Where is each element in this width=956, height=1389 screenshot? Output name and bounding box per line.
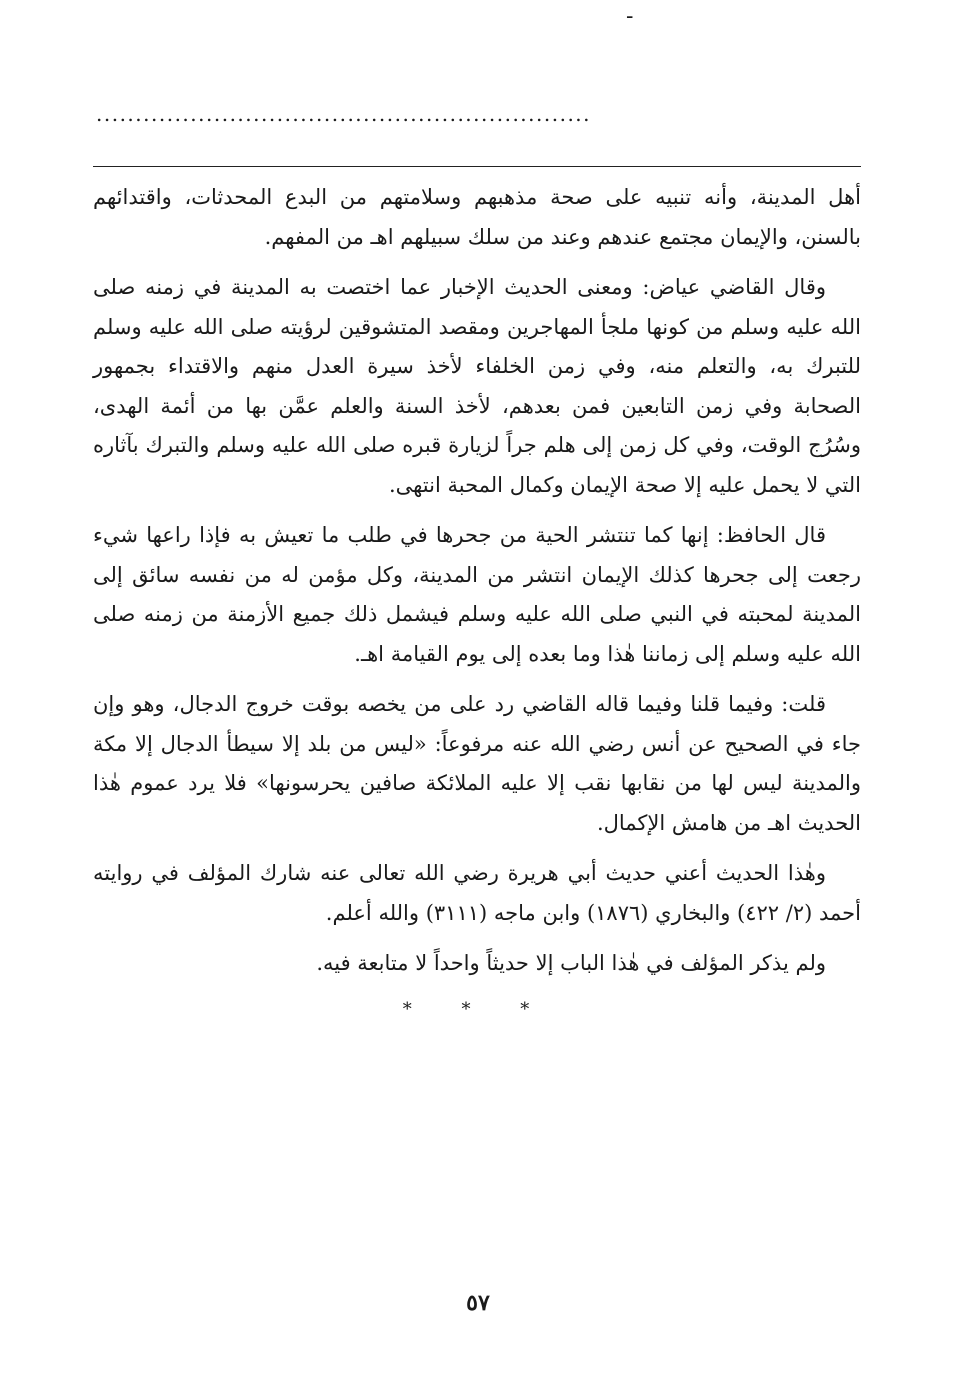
page-number: ٥٧ <box>466 1290 490 1316</box>
page-body <box>93 178 861 1025</box>
paragraph-3: قال الحافظ: إنها كما تنتشر الحية من جحرها في طلب ما تعيش به فإذا راعها شيء رجعت إلى جحرها كذلك الإيمان انتشر من المدينة، وكل مؤمن له من نفسه سائق إلى المدينة لمحبته في النبي صلى الله عليه وسلم فيشمل ذلك جميع الأزمنة من زمنه صلى الله عليه وسلم إلى زماننا هٰذا وما بعده إلى يوم القيامة اهـ. <box>93 523 861 666</box>
header-rule <box>93 166 861 167</box>
paragraph-2: وقال القاضي عياض: ومعنى الحديث الإخبار عما اختصت به المدينة في زمنه صلى الله عليه وسلم من كونها ملجأ المهاجرين ومقصد المتشوقين لرؤيته صلى الله عليه وسلم للتبرك به، والتعلم منه، وفي زمن الخلفاء لأخذ سيرة العدل منهم والاقتداء بجمهور الصحابة وفي زمن التابعين فمن بعدهم، لأخذ السنة والعلم عمَّن بها من أئمة الهدى، وسُرُج الوقت، وفي كل زمن إلى هلم جراً لزيارة قبره صلى الله عليه وسلم والتبرك بآثاره التي لا يحمل عليه إلا صحة الإيمان وكمال المحبة انتهى. <box>93 275 861 497</box>
paragraph-6: ولم يذكر المؤلف في هٰذا الباب إلا حديثاً واحداً لا متابعة فيه. <box>316 951 826 975</box>
section-separator: * * * <box>402 998 552 1020</box>
paragraph-4: قلت: وفيما قلنا وفيما قاله القاضي رد على من يخصه بوقت خروج الدجال، وهو وإن جاء في الصحيح عن أنس رضي الله عنه مرفوعاً: «ليس من بلد إلا سيطأ الدجال إلا مكة والمدينة ليس لها من نقابها نقب إلا عليه الملائكة صافين يحرسونها» فلا يرد عموم هٰذا الحديث اهـ من هامش الإكمال. <box>93 692 861 835</box>
paragraph-1: أهل المدينة، وأنه تنبيه على صحة مذهبهم وسلامتهم من البدع المحدثات، واقتدائهم بالسنن، والإيمان مجتمع عندهم وعند من سلك سبيلهم اهـ من المفهم. <box>93 185 861 249</box>
top-mark: - <box>626 4 634 29</box>
paragraph-5: وهٰذا الحديث أعني حديث أبي هريرة رضي الله تعالى عنه شارك المؤلف في روايته أحمد (٢/ ٤٢٢) والبخاري (١٨٧٦) وابن ماجه (٣١١١) والله أعلم. <box>93 861 861 925</box>
running-header-dots: ............................................................... <box>96 104 592 124</box>
